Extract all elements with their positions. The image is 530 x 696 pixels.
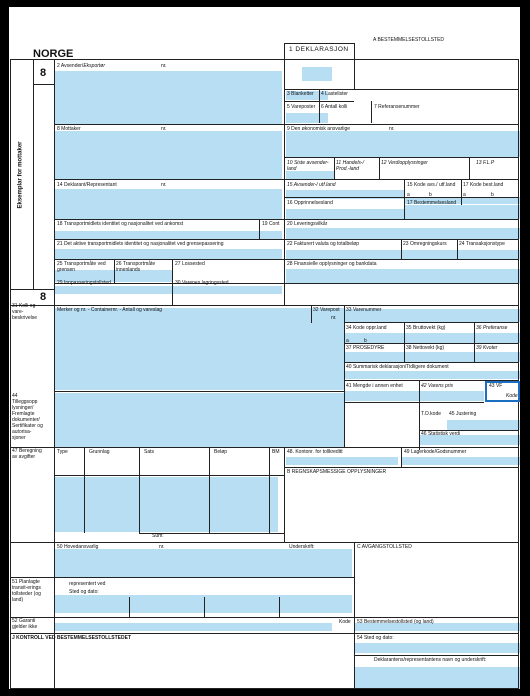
field-15a-sub-a: a (407, 192, 410, 198)
field-9-label: 9 Den økonomisk ansvarlige (287, 126, 351, 132)
field-31-marks-label: Merker og nr. - Containernr. - Antall og vareslag (57, 307, 163, 313)
field-2-nr: nr. (161, 63, 167, 69)
field-2-label: 2 Avsender/Eksportør (57, 63, 105, 69)
copy-side-label: Eksemplar for mottaker (17, 141, 24, 209)
field-14-label: 14 Deklarant/Representant (57, 182, 117, 188)
field-15-label: 15 Avsender-/ utf.land (287, 182, 336, 188)
field-15a-sub-b: b (429, 192, 432, 198)
field-12-label: 12 Verdiopplysninger (381, 160, 428, 166)
section-j-label: J KONTROLL VED BESTEMMELSESTOLLSTEDET (12, 635, 131, 641)
field-25-label: 25 Transportmåte ved grensen (57, 261, 106, 273)
field-53-label: 53 Bestemmelsestollsted (og land) (357, 619, 434, 625)
field-24-label: 24 Transaksjonstype (459, 241, 505, 247)
field-42-label: 42 Varens pris (421, 383, 454, 389)
signature-label: Underskrift: (289, 544, 315, 550)
field-17a-label: 17 Kode best.land (463, 182, 504, 188)
field-38-label: 38 Nettovekt (kg) (406, 345, 445, 351)
to-kode-label: T.O.kode (421, 411, 442, 417)
field-34-label: 34 Kode oppr.land (346, 325, 387, 331)
tax-sum-label: Sum: (152, 533, 164, 539)
field-14-nr: nr. (161, 182, 167, 188)
copy-number: 8 (40, 67, 47, 79)
field-17a-sub-a: a (463, 192, 466, 198)
field-17a-sub-b: b (491, 192, 494, 198)
field-27-label: 27 Lossested (175, 261, 205, 267)
field-29-label: 29 Innpasseringstollsted (57, 280, 111, 286)
field-16-label: 16 Opprinnelsesland (287, 200, 333, 206)
field-33-label: 33 Varenummer (346, 307, 382, 313)
field-9-nr: nr. (389, 126, 395, 132)
field-35-label: 35 Bruttovekt (kg) (406, 325, 446, 331)
field-54-sign-label: Deklarantens/representantens navn og underskrift: (374, 657, 487, 663)
field-20-label: 20 Leveringsvilkår (287, 221, 328, 227)
field-34-sub-b: b (364, 338, 367, 344)
field-5-label: 5 Vareposter (287, 104, 316, 110)
field-49-label: 49 Lagerkode/Godsnummer (404, 449, 467, 455)
field-48-label: 48. Kontonr. for tollkreditt (287, 449, 343, 455)
field-50-nr: nr. (159, 544, 165, 550)
section-b-label: B REGNSKAPSMESSIGE OPPLYSNINGER (287, 469, 387, 475)
field-34-sub-a: a (346, 338, 349, 344)
field-40-label: 40 Summarisk deklarasjon/Tidligere dokument (346, 364, 449, 370)
field-18-label: 18 Transportmidlets identitet og nasjonalitet ved ankomst (57, 221, 184, 227)
field-30-label: 30 Varenes lagringssted (175, 280, 229, 286)
field-36-label: 36 Preferanse (476, 325, 508, 331)
field-17-label: 17 Bestemmelsesland (407, 200, 457, 206)
field-43-label: 43 VF (489, 383, 503, 389)
field-19-label: 19 Cont (262, 221, 280, 227)
field-8-nr: nr. (161, 126, 167, 132)
field-10-label: 10 Siste avsender-land (287, 160, 329, 172)
field-8-label: 8 Mottaker (57, 126, 81, 132)
declaration-title: 1 DEKLARASJON (289, 46, 349, 53)
field-39-label: 39 Kvoter (476, 345, 498, 351)
customs-declaration-form: A BESTEMMELSESTOLLSTED NORGE 8 8 Eksemplar for mottaker 1 DEKLARASJON 2 Avsender/Eksportør nr. 3 Blanketter 4 Lastelister 5 Vareposter 6 Antall kolli 7 Referansenummer 8 Mottaker nr. 9 Den økonomisk ansvarlige nr. 10 Siste avsender-land 11 Handels-/ Prod.-land 12 Verdiopplysninger 13 F.L.P 14 Deklarant/Representant nr. 15 Avsender-/ utf.land 15 Kode avs./ utf.land 17 Kode best.land a b a b 16 Opprinnelsesland 17 Bestemmelsesland 18 Transportmidlets identitet og nasjonalitet ved ankomst 19 Cont 20 Leveringsvilkår 21 Det aktive transportmidlets identitet og nasjonalitet ved grensepassering 22 Fakturert valuta og totalbeløp 23 Omregningskurs 24 Transaksjonstype 25 Transportmåte ved grensen 26 Transportmåte innenlands 27 Lossested 28 Finansielle opplysninger og bankdata 29 Innpasseringstollsted 30 Varenes lagringssted 31 Kolli og vare-beskrivelse Merker og nr. - Containernr. - Antall og vareslag 32 Varepost nr. 33 Varenummer 34 Kode oppr.land a b 35 Bruttovekt (kg) 36 Preferanse 37 PROSEDYRE 38 Nettovekt (kg) 39 Kvoter 40 Summarisk deklarasjon/Tidligere dokument 41 Mengde i annen enhet 42 Varens pris 43 VF Kode 44 Tilleggsopp lysninger/ Fremlagte dokumenter/ Sertifikater og autorisa-sjoner T.O.kode 45 Justering 46 Statistisk verdi 47 Beregning av avgifter Type Grunnlag Sats Beløp BM Sum: 48. Kontonr. for tollkreditt 49 Lagerkode/Godsnummer B REGNSKAPSMESSIGE OPPLYSNINGER 50 Hovedansvarlig nr. Underskrift: C AVGANGSTOLLSTED representert ved Sted og dato: 51 Planlagte transit-erings tollsteder (og land) 52 Garanti gjelder ikke Kode 53 Bestemmelsestollsted (og land) J KONTROLL VED BESTEMMELSESTOLLSTEDET 54 Sted og dato: Deklarantens/representantens navn og underskrift: (9, 7, 520, 689)
field-32-nr: nr. (331, 315, 337, 321)
field-21-label: 21 Det aktive transportmidlets identitet og nasjonalitet ved grensepassering (57, 241, 224, 247)
field-50-label: 50 Hovedansvarlig (57, 544, 99, 550)
field-6-label: 6 Antall kolli (321, 104, 348, 110)
field-54-label: 54 Sted og dato: (357, 635, 394, 641)
field-11-label: 11 Handels-/ Prod.-land (336, 160, 364, 172)
represented-label: representert ved (69, 581, 106, 587)
field-46-label: 46 Statistisk verdi (421, 431, 461, 437)
field-3-label: 3 Blanketter (287, 91, 314, 97)
field-37-label: 37 PROSEDYRE (346, 345, 385, 351)
country-title: NORGE (33, 48, 74, 60)
tax-header-sats: Sats (144, 449, 155, 455)
field-15a-label: 15 Kode avs./ utf.land (407, 182, 456, 188)
section-c-label: C AVGANGSTOLLSTED (357, 544, 412, 550)
tax-header-grunnlag: Grunnlag (89, 449, 110, 455)
field-43-kode: Kode (506, 393, 518, 399)
field-28-label: 28 Finansielle opplysninger og bankdata (287, 261, 377, 267)
field-23-label: 23 Omregningskurs (403, 241, 447, 247)
field-4-label: 4 Lastelister (321, 91, 348, 97)
field-41-label: 41 Mengde i annen enhet (346, 383, 403, 389)
place-date-label: Sted og dato: (69, 589, 99, 595)
tax-header-type: Type (57, 449, 68, 455)
field-7-label: 7 Referansenummer (374, 104, 420, 110)
tax-header-belop: Beløp (214, 449, 228, 455)
tax-header-bm: BM (272, 449, 280, 455)
field-22-label: 22 Fakturert valuta og totalbeløp (287, 241, 359, 247)
field-32-label: 32 Varepost (313, 307, 340, 313)
field-45-label: 45 Justering (449, 411, 477, 417)
section-a-label: A BESTEMMELSESTOLLSTED (373, 37, 445, 43)
copy-number-bottom: 8 (40, 291, 47, 303)
field-13-label: 13 F.L.P (476, 160, 495, 166)
field-26-label: 26 Transportmåte innenlands (116, 261, 156, 273)
code-label: Kode (339, 619, 351, 625)
